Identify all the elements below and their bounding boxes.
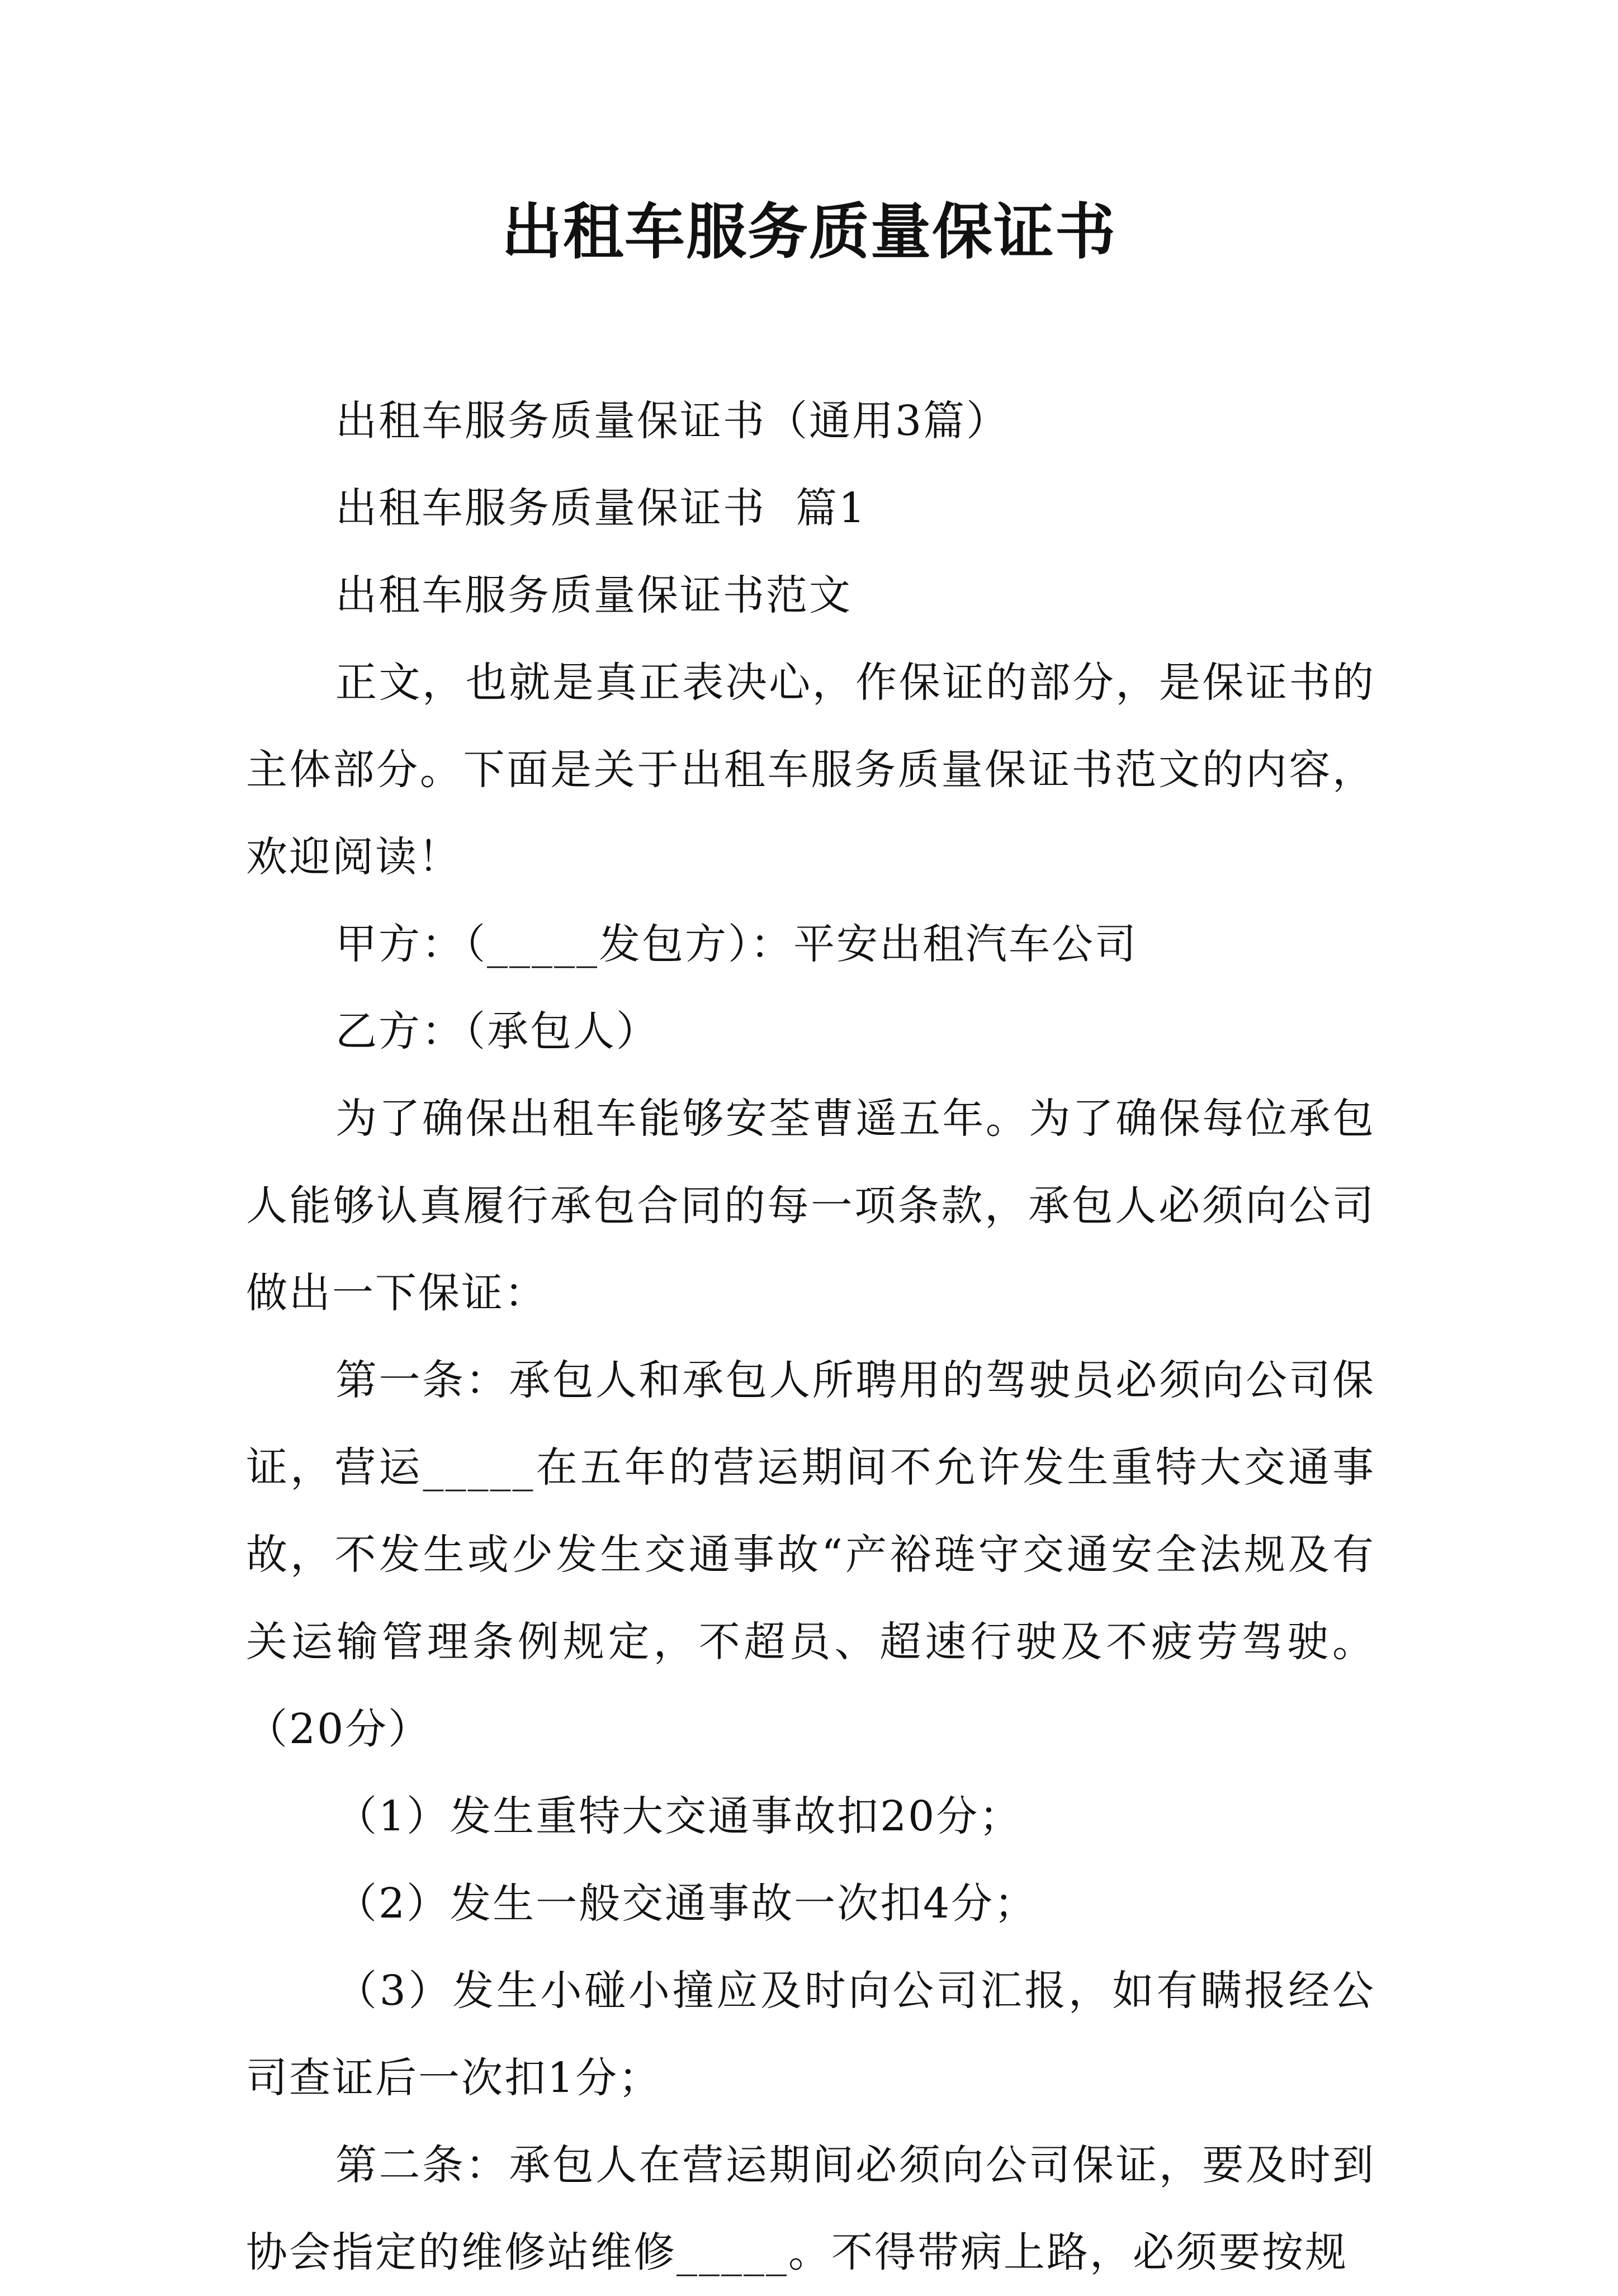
paragraph-party-b: 乙方：（承包人） <box>335 1007 659 1055</box>
list-item: （3）发生小碰小撞应及时向公司汇报，如有瞒报经公司查证后一次扣1分； <box>246 1967 1375 2102</box>
paragraph-section-heading: 出租车服务质量保证书 篇1 <box>335 484 867 532</box>
list-item: （1）发生重特大交通事故扣20分； <box>335 1792 1023 1840</box>
paragraph-subtitle: 出租车服务质量保证书（通用3篇） <box>335 397 1010 445</box>
paragraph-intro: 正文，也就是真正表决心，作保证的部分，是保证书的主体部分。下面是关于出租车服务质量保证书范文的内容，欢迎阅读！ <box>246 659 1375 881</box>
paragraph-article-one: 第一条：承包人和承包人所聘用的驾驶员必须向公司保证，营运_____在五年的营运期间不允许发生重特大交通事故，不发生或少发生交通事故“产裕琏守交通安全法规及有关运输管理条例规定，不超员、超速行驶及不疲劳驾驶。（20分） <box>246 1356 1375 1753</box>
paragraph-party-a: 甲方：（_____发包方）：平安出租汽车公司 <box>335 920 1138 968</box>
paragraph-article-two: 第二条：承包人在营运期间必须向公司保证，要及时到协会指定的维修站维修_____。不得带病上路，必须要按规 <box>246 2141 1375 2276</box>
document-body <box>246 377 1375 2296</box>
paragraph-purpose: 为了确保出租车能够安荃曹遥五年。为了确保每位承包人能够认真履行承包合同的每一项条款，承包人必须向公司做出一下保证： <box>246 1095 1375 1317</box>
list-item: （2）发生一般交通事故一次扣4分； <box>335 1880 1038 1928</box>
document-title: 出租车服务质量保证书 <box>501 197 1116 267</box>
paragraph-sample-heading: 出租车服务质量保证书范文 <box>335 571 852 619</box>
